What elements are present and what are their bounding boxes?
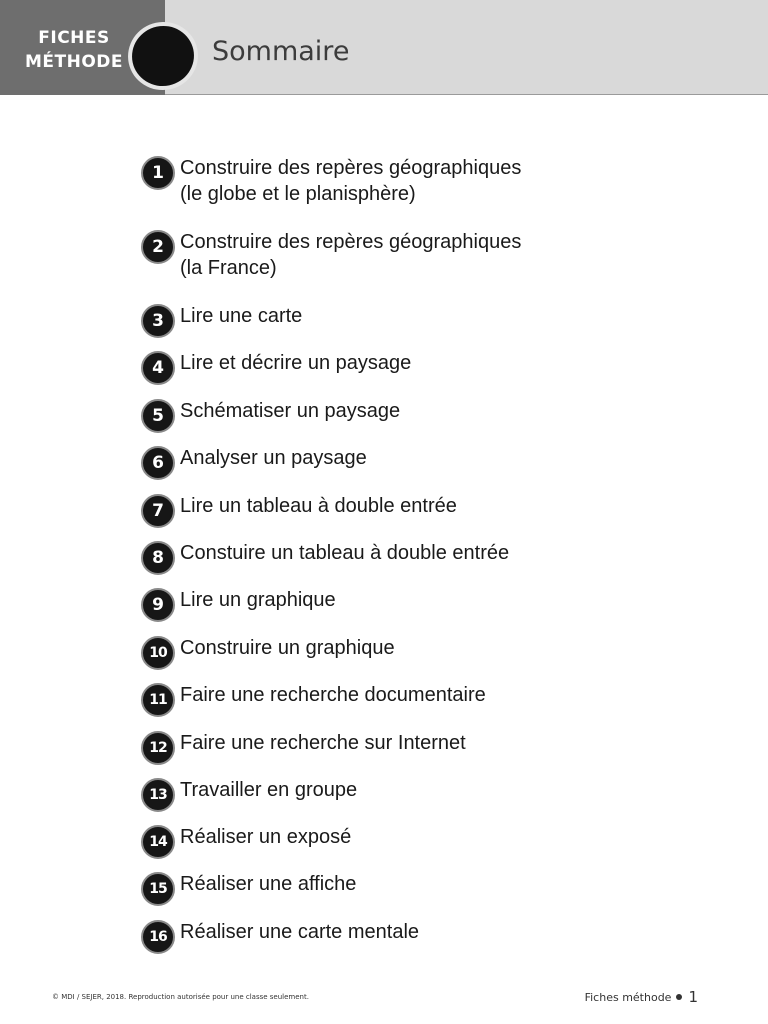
toc-item-label — [180, 229, 580, 281]
page-number: 1 — [688, 988, 698, 1006]
footer-section: Fiches méthode — [584, 990, 672, 1004]
toc-item-line: Lire une carte — [180, 305, 303, 327]
toc-item-line: Lire un tableau à double entrée — [180, 495, 457, 517]
toc-item-line: Réaliser une affiche — [180, 873, 357, 895]
toc-item-line: Construire des repères géographiques — [180, 231, 522, 253]
toc-item-label — [180, 398, 580, 424]
toc-number-badge: 13 — [141, 778, 175, 812]
toc-item-line: Réaliser un exposé — [180, 826, 352, 848]
toc-number-badge: 8 — [141, 541, 175, 575]
toc-number-badge: 16 — [141, 920, 175, 954]
toc-item-line: Construire des repères géographiques — [180, 157, 522, 179]
toc-number-badge: 5 — [141, 399, 175, 433]
toc-item-label — [180, 350, 580, 376]
copyright-notice: © MDI / SEJER, 2018. Reproduction autorisée pour une classe seulement. — [52, 993, 309, 1001]
toc-item-line: Lire un graphique — [180, 589, 336, 611]
toc-item-label — [180, 155, 580, 207]
toc-item-line: (la France) — [180, 257, 277, 279]
toc-number-badge: 3 — [141, 304, 175, 338]
toc-item-line: Réaliser une carte mentale — [180, 921, 420, 943]
toc-number-badge: 11 — [141, 683, 175, 717]
toc-item-label — [180, 730, 580, 756]
toc-number-badge: 9 — [141, 588, 175, 622]
toc-item-label — [180, 445, 580, 471]
toc-item-line: Faire une recherche sur Internet — [180, 732, 466, 754]
toc-item-line: Schématiser un paysage — [180, 400, 401, 422]
toc-number-badge: 6 — [141, 446, 175, 480]
toc-number-badge: 15 — [141, 872, 175, 906]
toc-number-badge: 10 — [141, 636, 175, 670]
toc-number-badge: 2 — [141, 230, 175, 264]
toc-item-line: Faire une recherche documentaire — [180, 684, 486, 706]
toc-number-badge: 12 — [141, 731, 175, 765]
toc-item-label — [180, 493, 580, 519]
toc-item-line: (le globe et le planisphère) — [180, 183, 416, 205]
toc-item-label — [180, 635, 580, 661]
toc-number-badge: 7 — [141, 494, 175, 528]
toc-item-label — [180, 540, 580, 566]
toc-item-line: Analyser un paysage — [180, 447, 367, 469]
toc-item-label — [180, 303, 580, 329]
page-footer — [585, 988, 698, 1006]
toc-number-badge: 1 — [141, 156, 175, 190]
tab-label-line2: MÉTHODE — [24, 52, 124, 72]
page-title: Sommaire — [212, 36, 350, 67]
footer-bullet-icon — [676, 994, 682, 1000]
toc-item-line: Lire et décrire un paysage — [180, 352, 412, 374]
toc-item-line: Construire un graphique — [180, 637, 395, 659]
toc-item-label — [180, 777, 580, 803]
toc-item-line: Constuire un tableau à double entrée — [180, 542, 510, 564]
toc-item-label — [180, 682, 580, 708]
toc-number-badge: 4 — [141, 351, 175, 385]
tab-label-line1: FICHES — [38, 28, 110, 48]
toc-item-label — [180, 824, 580, 850]
toc-item-label — [180, 871, 580, 897]
toc-item-label — [180, 587, 580, 613]
toc-number-badge: 14 — [141, 825, 175, 859]
toc-item-line: Travailler en groupe — [180, 779, 358, 801]
toc-item-label — [180, 919, 580, 945]
